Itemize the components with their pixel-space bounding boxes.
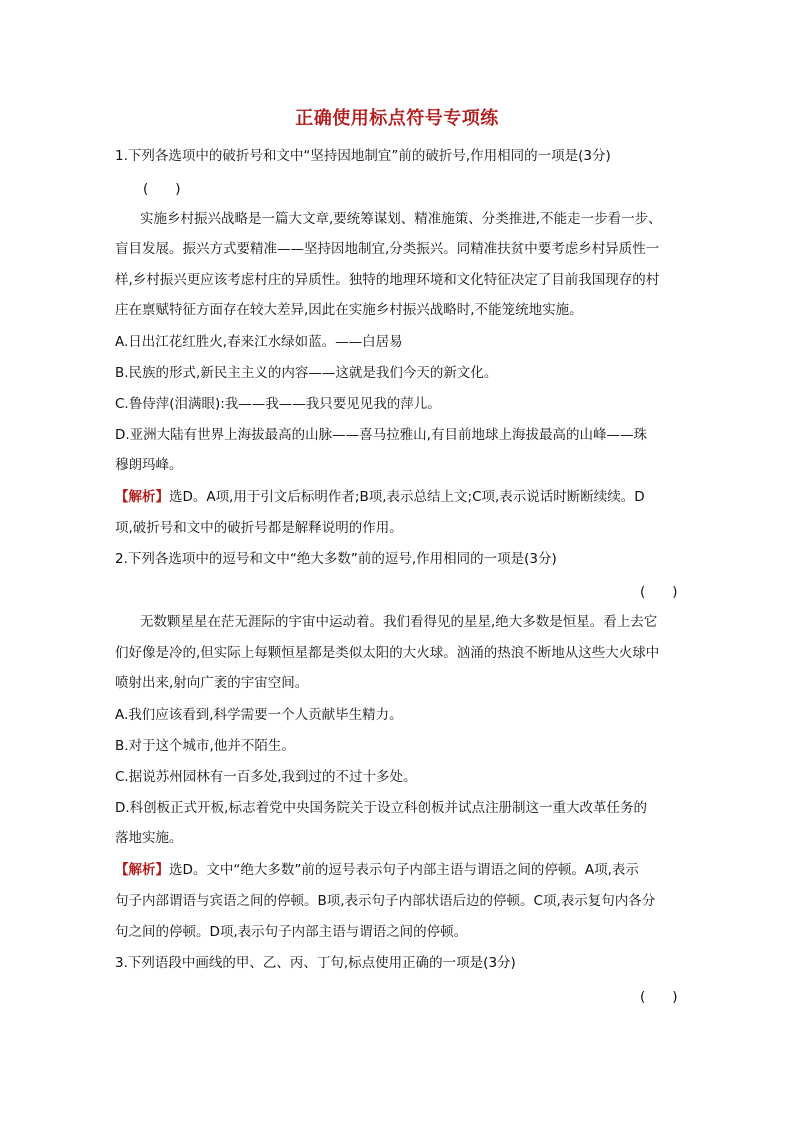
q2-analysis-line-1 bbox=[115, 860, 639, 880]
q2-option-c: C.据说苏州园林有一百多处,我到过的不过十多处。 bbox=[115, 769, 417, 785]
analysis-tag: 【解析】 bbox=[115, 489, 169, 505]
q1-analysis-line-1 bbox=[115, 487, 645, 507]
q1-option-d-line-2: 穆朗玛峰。 bbox=[115, 457, 183, 473]
q2-option-a: A.我们应该看到,科学需要一个人贡献毕生精力。 bbox=[115, 707, 403, 723]
q2-option-d-line-1: D.科创板正式开板,标志着党中央国务院关于设立科创板并试点注册制这一重大改革任务的 bbox=[115, 800, 647, 816]
q1-option-d-line-1: D.亚洲大陆有世界上海拔最高的山脉——喜马拉雅山,有目前地球上海拔最高的山峰——珠 bbox=[115, 427, 647, 443]
q1-analysis-line-2: 项,破折号和文中的破折号都是解释说明的作用。 bbox=[115, 520, 403, 536]
question-3-stem: 3.下列语段中画线的甲、乙、丙、丁句,标点使用正确的一项是(3分) bbox=[115, 955, 516, 971]
q2-analysis-line-2: 句子内部谓语与宾语之间的停顿。B项,表示句子内部状语后边的停顿。C项,表示复句内各分 bbox=[115, 893, 656, 909]
q1-option-b: B.民族的形式,新民主主义的内容——这就是我们今天的新文化。 bbox=[115, 365, 498, 381]
q2-option-b: B.对于这个城市,他并不陌生。 bbox=[115, 738, 295, 754]
q1-passage-line-4: 庄在禀赋特征方面存在较大差异,因此在实施乡村振兴战略时,不能笼统地实施。 bbox=[115, 302, 583, 318]
question-1-answer-bracket: ( ) bbox=[143, 181, 181, 197]
question-3-answer-bracket: ( ) bbox=[640, 989, 678, 1005]
question-1-stem: 1.下列各选项中的破折号和文中“坚持因地制宜”前的破折号,作用相同的一项是(3分) bbox=[115, 148, 611, 164]
q2-passage-line-1: 无数颗星星在茫无涯际的宇宙中运动着。我们看得见的星星,绝大多数是恒星。看上去它 bbox=[140, 614, 658, 630]
q1-option-a: A.日出江花红胜火,春来江水绿如蓝。——白居易 bbox=[115, 334, 403, 350]
q1-passage-line-3: 样,乡村振兴更应该考虑村庄的异质性。独特的地理环境和文化特征决定了目前我国现存的村 bbox=[115, 272, 660, 288]
q2-analysis-text: 选D。文中“绝大多数”前的逗号表示句子内部主语与谓语之间的停顿。A项,表示 bbox=[169, 862, 639, 878]
q2-passage-line-2: 们好像是冷的,但实际上每颗恒星都是类似太阳的大火球。汹涌的热浪不断地从这些大火球中 bbox=[115, 645, 660, 661]
page-title: 正确使用标点符号专项练 bbox=[295, 108, 499, 129]
q1-option-c: C.鲁侍萍(泪满眼):我——我——我只要见见我的萍儿。 bbox=[115, 396, 441, 412]
q1-analysis-text: 选D。A项,用于引文后标明作者;B项,表示总结上文;C项,表示说话时断断续续。D bbox=[169, 489, 645, 505]
analysis-tag: 【解析】 bbox=[115, 862, 169, 878]
question-2-answer-bracket: ( ) bbox=[640, 584, 678, 600]
q1-passage-line-1: 实施乡村振兴战略是一篇大文章,要统筹谋划、精准施策、分类推进,不能走一步看一步、 bbox=[140, 211, 662, 227]
q2-analysis-line-3: 句之间的停顿。D项,表示句子内部主语与谓语之间的停顿。 bbox=[115, 924, 468, 940]
q1-passage-line-2: 盲目发展。振兴方式要精准——坚持因地制宜,分类振兴。同精准扶贫中要考虑乡村异质性一 bbox=[115, 241, 660, 257]
question-2-stem: 2.下列各选项中的逗号和文中“绝大多数”前的逗号,作用相同的一项是(3分) bbox=[115, 551, 557, 567]
q2-option-d-line-2: 落地实施。 bbox=[115, 830, 183, 846]
q2-passage-line-3: 喷射出来,射向广袤的宇宙空间。 bbox=[115, 675, 309, 691]
